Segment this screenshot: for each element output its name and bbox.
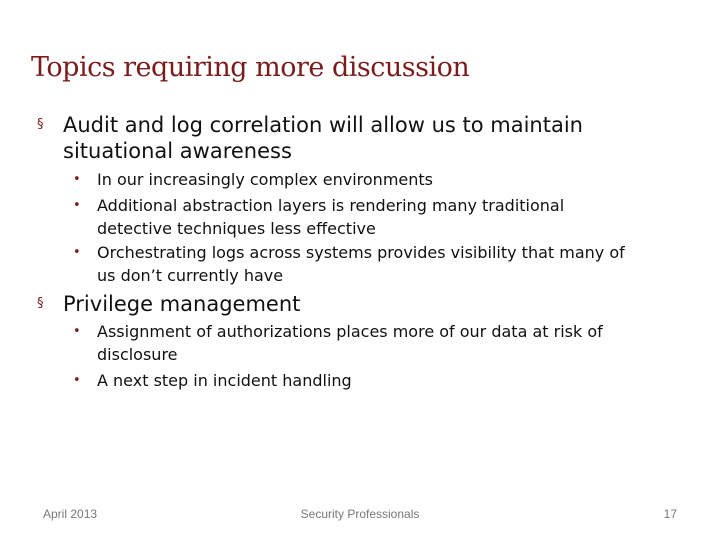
sub-bullet-orchestrating	[73, 241, 637, 287]
dot-bullet-icon: •	[73, 245, 81, 260]
dot-bullet-icon: •	[73, 324, 81, 339]
section-bullet-icon: §	[37, 296, 44, 311]
sub-bullet-abstraction	[73, 194, 592, 240]
sub-bullet-environments	[73, 168, 657, 191]
page-number: 17	[663, 507, 677, 521]
bullet-text: Privilege management	[63, 292, 301, 316]
slide-title: Topics requiring more discussion	[31, 52, 470, 83]
bullet-text: Audit and log correlation will allow us to maintain situational awareness	[63, 113, 583, 163]
sub-bullet-text: A next step in incident handling	[97, 371, 352, 390]
dot-bullet-icon: •	[73, 373, 81, 388]
bullet-privilege-management	[37, 291, 663, 317]
sub-bullet-text: In our increasingly complex environments	[97, 170, 433, 189]
sub-bullet-text: Additional abstraction layers is rendering many traditional detective techniques less effective	[97, 196, 565, 238]
footer-date: April 2013	[43, 507, 98, 521]
section-bullet-icon: §	[37, 117, 44, 132]
footer-title: Security Professionals	[300, 507, 420, 521]
sub-bullet-authorizations	[73, 320, 677, 366]
bullet-audit-log	[37, 112, 673, 164]
sub-bullet-text: Assignment of authorizations places more of our data at risk of disclosure	[97, 322, 603, 364]
sub-bullet-incident-handling	[73, 369, 657, 392]
sub-bullet-text: Orchestrating logs across systems provides visibility that many of us don’t currently have	[97, 243, 625, 285]
dot-bullet-icon: •	[73, 172, 81, 187]
dot-bullet-icon: •	[73, 198, 81, 213]
